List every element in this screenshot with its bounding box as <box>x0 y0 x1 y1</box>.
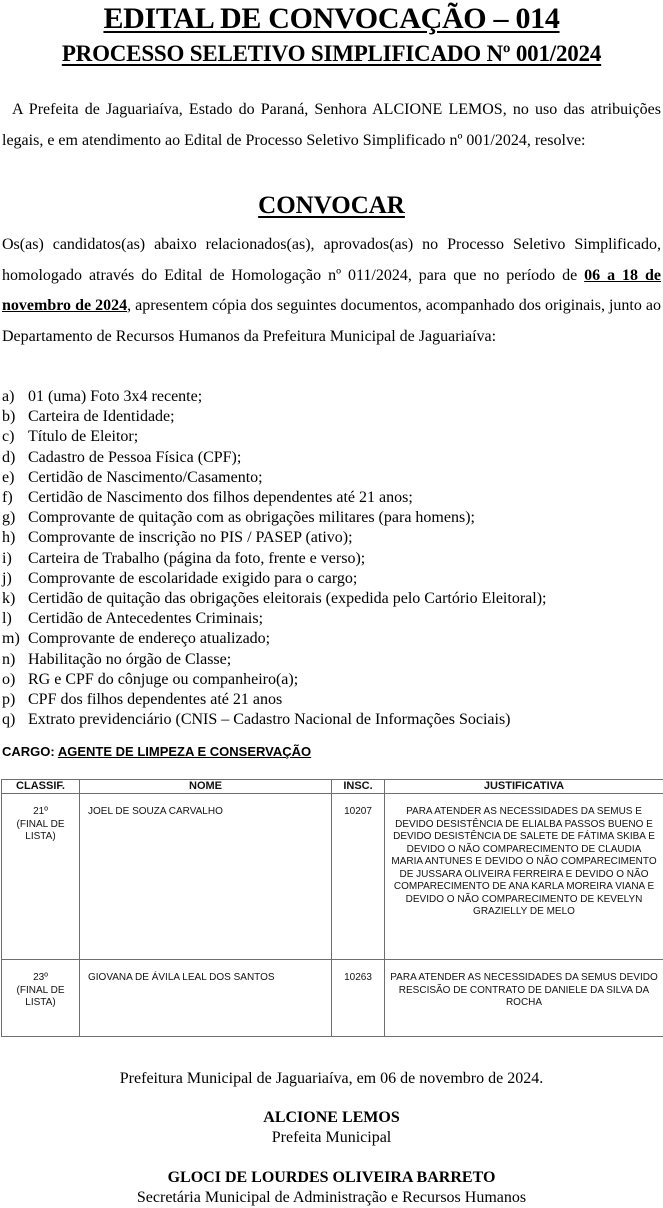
convocation-paragraph <box>2 230 661 352</box>
document-item-letter: a) <box>2 388 15 405</box>
section-heading-text: CONVOCAR <box>258 192 405 219</box>
document-item-letter: p) <box>2 691 16 709</box>
cell-justificativa: PARA ATENDER AS NECESSIDADES DA SEMUS DEVIDO RESCISÃO DE CONTRATO DE DANIELE DA SILVA DA ROCHA <box>385 960 663 1037</box>
document-item-letter: b) <box>2 408 16 426</box>
document-item <box>2 629 662 649</box>
cargo-value: AGENTE DE LIMPEZA E CONSERVAÇÃO <box>57 744 312 759</box>
document-item-letter: j) <box>2 569 12 587</box>
document-item-letter: c) <box>2 428 15 446</box>
classif-rank: 21º <box>33 806 48 817</box>
signer-role: Prefeita Municipal <box>271 1129 392 1146</box>
document-subtitle <box>0 38 663 70</box>
document-item <box>2 650 662 670</box>
column-header-justificativa: JUSTIFICATIVA <box>385 780 663 794</box>
table-row <box>2 960 663 1037</box>
cell-insc: 10207 <box>332 794 385 960</box>
signature-block-mayor <box>0 1108 663 1148</box>
document-item-text: Comprovante de endereço atualizado; <box>28 630 271 648</box>
document-item <box>2 387 662 407</box>
document-item-text: Certidão de Nascimento/Casamento; <box>28 468 263 486</box>
classif-note: (FINAL DE LISTA) <box>16 984 65 1008</box>
document-item-letter: g) <box>2 509 16 527</box>
cargo-label: CARGO: <box>2 744 58 759</box>
document-item-text: Comprovante de inscrição no PIS / PASEP (ativo); <box>28 529 353 547</box>
document-item-letter: i) <box>2 549 12 567</box>
document-title <box>0 0 663 38</box>
document-item-text: CPF dos filhos dependentes até 21 anos <box>28 691 283 709</box>
document-item-text: Cadastro de Pessoa Física (CPF); <box>28 448 242 466</box>
document-item-text: 01 (uma) Foto 3x4 recente; <box>28 388 203 405</box>
column-header-nome: NOME <box>80 780 332 794</box>
cell-justificativa: PARA ATENDER AS NECESSIDADES DA SEMUS E DEVIDO DESISTÊNCIA DE ELIALBA PASSOS BUENO E DEVIDO DESISTÊNCIA DE SALETE DE FÁTIMA SKIBA E DEVIDO O NÃO COMPARECIMENTO DE CLAUDIA MARIA ANTUNES E DEVIDO O NÃO COMPARECIMENTO DE JUSSARA OLIVEIRA FERREIRA E DEVIDO O NÃO COMPARECIMENTO DE ANA KARLA MOREIRA VIANA E DEVIDO O NÃO COMPARECIMENTO DE KEVELYN GRAZIELLY DE MELO <box>385 794 663 960</box>
document-item-letter: l) <box>2 610 12 628</box>
table-row <box>2 794 663 960</box>
candidates-table <box>1 779 663 1037</box>
document-item <box>2 427 662 447</box>
document-item-letter: q) <box>2 711 16 729</box>
document-item <box>2 609 662 629</box>
document-item-text: Certidão de quitação das obrigações eleitorais (expedida pelo Cartório Eleitoral); <box>28 590 547 608</box>
document-item-letter: k) <box>2 590 16 608</box>
signer-role: Secretária Municipal de Administração e Recursos Humanos <box>136 1188 527 1206</box>
document-item-text: Certidão de Nascimento dos filhos dependentes até 21 anos; <box>28 489 413 507</box>
document-item-text: RG e CPF do cônjuge ou companheiro(a); <box>28 670 299 688</box>
document-item-text: Comprovante de escolaridade exigido para o cargo; <box>28 569 358 587</box>
document-item <box>2 710 662 730</box>
convocation-period: 06 a 18 de novembro de 2024 <box>2 266 662 314</box>
document-item-letter: h) <box>2 529 16 547</box>
document-item-text: Certidão de Antecedentes Criminais; <box>28 610 264 628</box>
column-header-classif: CLASSIF. <box>2 780 80 794</box>
document-item-letter: d) <box>2 448 16 466</box>
document-item-text: Extrato previdenciário (CNIS – Cadastro Nacional de Informações Sociais) <box>28 711 511 729</box>
document-item <box>2 488 662 508</box>
required-documents-list <box>2 387 662 730</box>
document-item-text: Habilitação no órgão de Classe; <box>28 650 232 668</box>
document-title-text: EDITAL DE CONVOCAÇÃO – 014 <box>103 2 560 35</box>
document-item-letter: n) <box>2 650 16 668</box>
document-item <box>2 589 662 609</box>
cell-classif <box>2 794 80 960</box>
document-item <box>2 407 662 427</box>
document-item-letter: e) <box>2 468 15 486</box>
document-item <box>2 569 662 589</box>
section-heading <box>0 189 663 223</box>
cargo-line <box>2 744 311 760</box>
document-item <box>2 508 662 528</box>
intro-paragraph: A Prefeita de Jaguariaíva, Estado do Paraná, Senhora ALCIONE LEMOS, no uso das atribuições legais, e em atendimento ao Edital de Processo Seletivo Simplificado nº 001/2024, resolve: <box>2 101 661 149</box>
convocation-text-end: , apresentem cópia dos seguintes documentos, acompanhado dos originais, junto ao Departamento de Recursos Humanos da Prefeitura Municipal de Jaguariaíva: <box>2 297 661 345</box>
document-item <box>2 468 662 488</box>
convocation-text-start: Os(as) candidatos(as) abaixo relacionados(as), aprovados(as) no Processo Seletivo Simplificado, homologado através do Edital de Homologação nº 011/2024, para que no período de <box>2 236 661 284</box>
place-and-date: Prefeitura Municipal de Jaguariaíva, em 06 de novembro de 2024. <box>119 1070 544 1087</box>
cell-nome: JOEL DE SOUZA CARVALHO <box>80 794 332 960</box>
classif-note: (FINAL DE LISTA) <box>16 818 65 842</box>
document-item <box>2 549 662 569</box>
signer-name: GLOCI DE LOURDES OLIVEIRA BARRETO <box>167 1169 496 1186</box>
document-item-letter: o) <box>2 670 16 688</box>
document-item <box>2 670 662 690</box>
signature-block-secretary <box>0 1168 663 1207</box>
column-header-insc: INSC. <box>332 780 385 794</box>
signer-name: ALCIONE LEMOS <box>263 1109 400 1126</box>
document-item <box>2 690 662 710</box>
cell-classif <box>2 960 80 1037</box>
document-item-letter: m) <box>2 630 20 648</box>
document-subtitle-text: PROCESSO SELETIVO SIMPLIFICADO Nº 001/2024 <box>61 41 602 66</box>
document-item <box>2 528 662 548</box>
document-item-text: Título de Eleitor; <box>28 428 139 446</box>
document-item-text: Carteira de Identidade; <box>28 408 175 426</box>
table-header-row <box>2 780 663 794</box>
cell-insc: 10263 <box>332 960 385 1037</box>
document-item-text: Carteira de Trabalho (página da foto, frente e verso); <box>28 549 366 567</box>
document-item-text: Comprovante de quitação com as obrigações militares (para homens); <box>28 509 475 527</box>
classif-rank: 23º <box>33 972 48 983</box>
document-item-letter: f) <box>2 489 13 507</box>
cell-nome: GIOVANA DE ÁVILA LEAL DOS SANTOS <box>80 960 332 1037</box>
document-item <box>2 448 662 468</box>
